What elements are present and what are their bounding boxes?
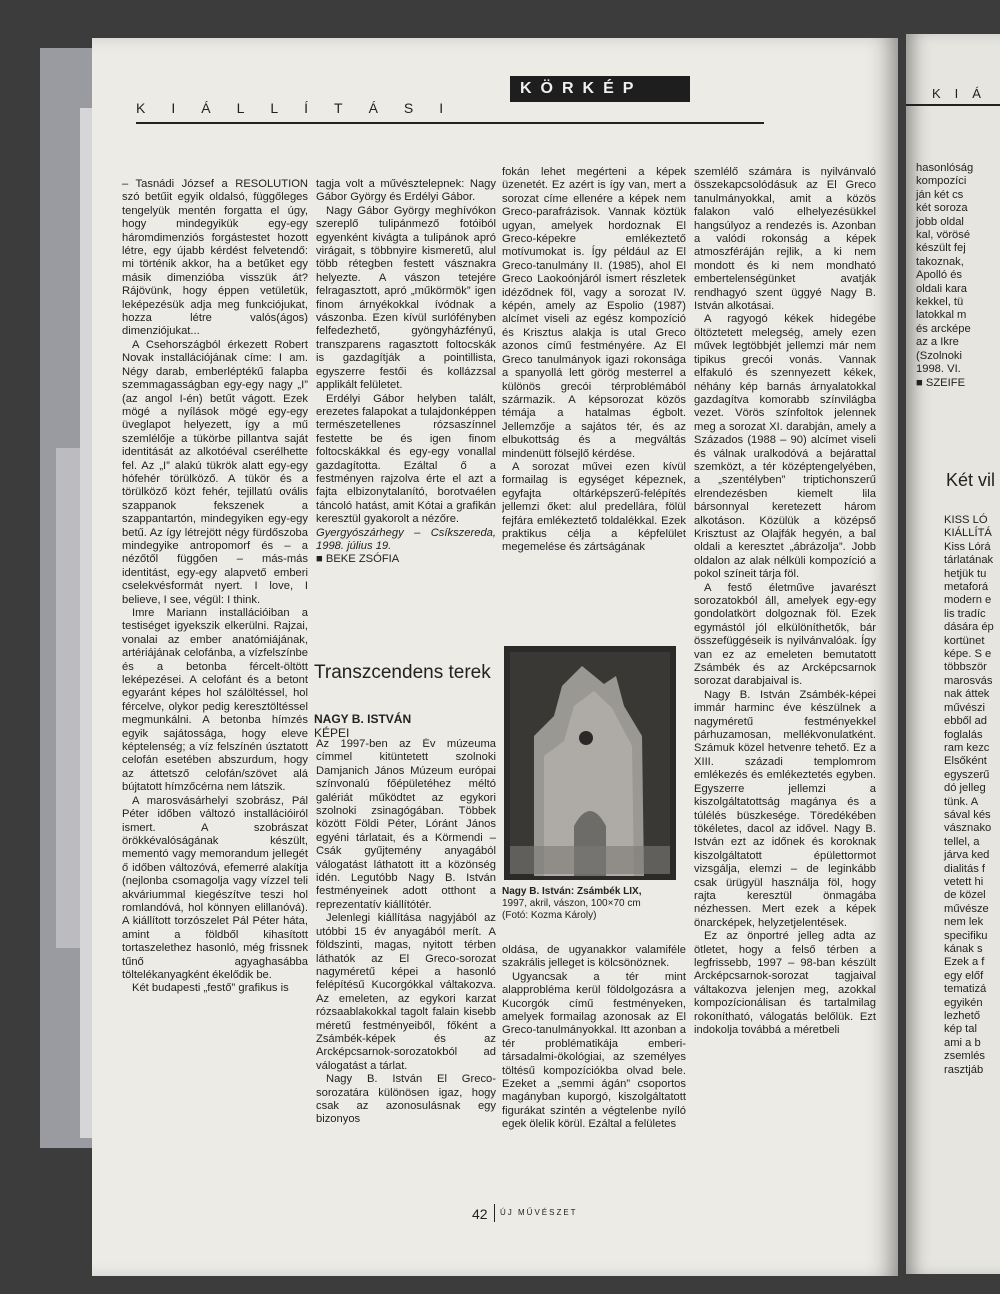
text-line: kortünet	[944, 634, 985, 647]
text-line: latokkal m	[916, 309, 967, 322]
magazine-page	[92, 38, 898, 1276]
text-line: takoznak,	[916, 255, 964, 268]
right-header-rule	[906, 104, 1000, 106]
paragraph: szemlélő számára is nyilvánvaló összekapcsolódásuk az El Greco tanulmányokkal, amit a közös falakon való elhelyezésükkel hangsúlyoz a rendezés is. Azonban a valódi rokonság a képek atmoszféráján rejlik, a ki nem mondott és ki nem mondható embertelenségünket avatják rendhagyó szent üggyé Nagy B. István alkotásai.	[694, 166, 876, 313]
caption-title: Nagy B. István: Zsámbék LIX,	[502, 886, 642, 897]
paragraph: fokán lehet megérteni a képek üzenetét. Ez azért is így van, mert a sorozat címe ellenére a képek nem Greco-parafrázisok. Vannak köztük ugyan, amelyek hordoznak El Greco-képekre emlékeztető motívumokat is. Így például az El Greco-tanulmány II. (1985), ahol El Greco Laokoónjáról ismert részletek idéződnek föl, vagy a sorozat IV. képén, amely az Espolio (1987) alcímet viseli az egész kompozíció és Krisztus alakja is utal Greco azonos című festményére. Az El Greco tanulmányok igazi rokonsága a spanyollá lett görög mesterrel a különös grecói térproblémából származik. A képsorozat közös témája a hatalmas égbolt. Jellemzője a sajátos tér, és az elbukottság és a megváltás mindenütt fölsejlő kérdése.	[502, 166, 686, 460]
text-line: tematizá	[944, 983, 987, 996]
paragraph: Az 1997-ben az Év múzeuma címmel kitüntetett szolnoki Damjanich János Múzeum európai színvonalú főépületéhez méltó galériát működtet az egykori szolnoki zsinagógában. Többek között Földi Péter, Lóránt János egyéni tárlatait, és a Körmendi – Csák gyűjtemény anyagából válogatást láthatott itt a közönség idén. Legutóbb Nagy B. István festményeinek adott otthont a reprezentatív kiállítótér.	[316, 738, 496, 911]
paragraph: A marosvásárhelyi szobrász, Pál Péter időben változó installációiról ismert. A szobrászat örökkévalóságának készült, mementó vagy memorandum jellegét ő időben változóvá, efemerré alakítja (nejlonba csomagolja vagy vízzel teli akváriummal kiegészítve teszi hol romlandóvá, hol könnyen elillanóvá). A kiállított torzószelet Pál Péter háta, amint a földből kihasított tortaszelethez hasonló, még frissnek tűnő agyaghasábba töltelékanyagként ékelődik be.	[122, 794, 308, 981]
artist-name: NAGY B. ISTVÁN	[314, 712, 412, 726]
footer-divider	[494, 1204, 495, 1222]
ruin-painting-image	[504, 646, 676, 880]
page-number: 42	[472, 1206, 488, 1222]
text-line: modern e	[944, 594, 992, 607]
paragraph: Erdélyi Gábor helyben talált, erezetes falapokat a tulajdonképpen természetellenes rózsaszínnel festette be és igen finom foltocskákkal és egy-egy vonallal gazdagította. Ezáltal ő a festményen rajzolva érte el azt a fajta elbizonytalanító, borotvaélen táncoló hatást, amit Kótai a grafikán keresztül gyakorolt a nézőre.	[316, 392, 496, 526]
text-line: ram kezc	[944, 741, 990, 754]
text-line: nem lek	[944, 916, 984, 929]
text-line: lezhető	[944, 1010, 981, 1023]
text-line: kép tal	[944, 1023, 977, 1036]
text-line: KISS LÓ	[944, 514, 988, 526]
section-title: Transzcendens terek	[314, 662, 491, 683]
text-line: ebből ad	[944, 715, 987, 728]
previous-page-edge	[40, 48, 100, 1148]
text-line: képe. S e	[944, 648, 992, 661]
text-line: rasztjáb	[944, 1063, 984, 1076]
text-line: kekkel, tü	[916, 296, 964, 309]
text-line: tellel, a	[944, 835, 980, 848]
text-line: specifiku	[944, 929, 988, 942]
column-1	[122, 178, 308, 1218]
paragraph: – Tasnádi József a RESOLUTION szó betűit egyik oldalsó, függőleges tengelyük mentén forgatta el úgy, hogy mindegyikük egy-egy háromdimenziós forgástestet hozott létre, egy újabb kérdést felvetendő: mi történik akkor, ha a betűket egy másik dimenzióba visszük át? Rájövünk, hogy éppen vetületük, leképezésük adja meg funkciójukat, hozza létre valós(ágos) dimenziójukat...	[122, 178, 308, 338]
text-line: egy előf	[944, 969, 984, 982]
text-line: és arcképe	[916, 322, 971, 335]
right-page-header: KIÁ	[932, 86, 995, 101]
text-line: az a Ikre	[916, 336, 959, 349]
paragraph: Nagy Gábor György meghívókon szereplő tulipánmező fotóiból egyenként kivágta a tulipánok apró virágait, s többnyire kismeretű, alul több rétegben festett vásznakra helyezte. A vászon tetejére felragasztott, apró „műkörmök” igen finom árnyékokkal ívódnak a vászonba. Ezen kívül surlófényben felfedezhető, gyöngyházfényű, transzparens ragasztott foltocskák is gazdagítják a pointillista, egyszerre festői és kollázzsal applikált felületet.	[316, 204, 496, 392]
column-3	[502, 166, 686, 666]
text-line: metaforá	[944, 581, 989, 594]
text-line: készült fej	[916, 242, 966, 255]
text-line: Apolló és	[916, 269, 963, 282]
text-line: tünk. A	[944, 795, 979, 808]
author-signature: ■ BEKE ZSÓFIA	[316, 553, 400, 566]
text-line: egyszerű	[944, 768, 990, 781]
caption-credit: (Fotó: Kozma Károly)	[502, 910, 597, 921]
right-page-column-top	[916, 162, 1000, 390]
dateline: Gyergyószárhegy – Csíkszereda, 1998. július 19.	[316, 526, 496, 552]
text-line: hetjük tu	[944, 567, 987, 580]
text-line: zsemlés	[944, 1050, 986, 1063]
column-2-lower	[316, 738, 496, 1208]
photo-caption	[502, 886, 686, 922]
text-line: ■ SZEIFE	[916, 376, 966, 389]
paragraph: Nagy B. István El Greco-sorozatára különösen igaz, hogy csak az azonosulásnak egy bizonyos	[316, 1073, 496, 1126]
text-line: kal, vörösé	[916, 229, 971, 242]
text-line: járva ked	[944, 849, 990, 862]
right-page-title: Két vil	[946, 470, 996, 490]
text-line: két soroza	[916, 202, 968, 215]
next-page	[906, 34, 1000, 1274]
text-line: (Szolnoki	[916, 349, 963, 362]
text-line: jobb oldal	[916, 215, 964, 228]
text-line: oldali kara	[916, 282, 967, 295]
text-line: művésze	[944, 902, 989, 915]
page-footer	[472, 1204, 672, 1226]
text-line: marosvás	[944, 674, 993, 687]
paragraph: Nagy B. István Zsámbék-képei immár harminc éve készülnek a nagyméretű festményekkel párhuzamosan, mellékvonulatként. Számuk közel hetvenre tehető. Ez a XIII. századi templomrom emlékezés és emlékeztetés egyben. Egyszerre jellemzi a kiszolgáltatottság magánya és a túlélés büszkesége. Töredékében tökéletes, dacol az idővel. Nagy B. István ezt az időnek és koroknak kiszolgáltatott épülettormot vizsgálja, elemzi – de leginkább csak ürügyül használja föl, hogy rajta keresztül önmagába nézhessen. Mert ezek a képek önarcképek, helyzetjelentések.	[694, 688, 876, 929]
paragraph: A sorozat művei ezen kívül formailag is egységet képeznek, egyfajta oltárképszerű-felépítés jellemzi őket: alul predellára, fölül fejfára emlékeztető toldalékkal. Ezek praktikus célja a képfelület megemelése és zártságának	[502, 460, 686, 554]
text-line: kának s	[944, 943, 983, 955]
paragraph: A Csehországból érkezett Robert Novak installációjának címe: I am. Négy darab, emberléptékű falapba szemmagasságban egy-egy nagy „I” (az angol I-én) betűt vágott. Ezek mögé a nyílások mögé egy-egy üveglapot helyezett, így a mű szemlélője a tükörbe pillantva saját identitását az alkotóéval cserélhette fel. Az „I” alakú tükrök alatt egy-egy hófehér törülköző. A tükör és a törülköző közt fehér, tejillatú ovális szappanok fekszenek a szappantartón, mindegyiken egy-egy betű. Az így létrejött négy fürdőszoba mindegyike antropomorf és – a nézőtől függően – más-más identitást, egy-egy alapvető emberi cselekvésformát nyert. I love, I believe, I see, végül: I think.	[122, 338, 308, 606]
paragraph: tagja volt a művésztelepnek: Nagy Gábor György és Erdélyi Gábor.	[316, 178, 496, 204]
column-3-lower	[502, 944, 686, 1204]
paragraph: A ragyogó kékek hidegébe öltöztetett melegség, amely ezen művek legtöbbjét jellemzi már nem tipikus grecói vonás. Vannak elfakuló és szennyezett kékek, néhány kép barnás árnyalatokkal gazdagítva komorabb színvilágba vezet. Vörös színfoltok jelennek meg a sorozat XI. darabján, amely a Százados (1988 – 90) alcímet viseli és válnak uralkodóvá a bejárattal szemközt, a tér középtengelyében, a „szentélyben” triptichonszerű elrendezésben kiemelt lila bársonnyal keretezett három alkotáson. Közülük a középső Krisztust az Olajfák hegyén, a bal oldali a keresztet „ábrázolja”. Jobb oldalon az alak nélküli kompozíció a pokol színeit tárja föl.	[694, 313, 876, 581]
text-line: 1998. VI.	[916, 363, 961, 376]
artwork-photo	[504, 646, 676, 880]
paragraph: Két budapesti „festő” grafikus is	[132, 982, 289, 995]
column-2	[316, 178, 496, 638]
header-korkep: KÖRKÉP	[510, 76, 690, 102]
header-kiallitasi: KIÁLLÍTÁSI	[136, 100, 470, 116]
column-4	[694, 166, 876, 1206]
text-line: ján két cs	[916, 188, 964, 201]
caption-details: 1997, akril, vászon, 100×70 cm	[502, 898, 641, 909]
text-line: dialitás f	[944, 862, 986, 875]
paragraph: A festő életműve javarészt sorozatokból áll, amelyek egy-egy gondolatkört dolgoznak föl. Ezek egymástól jól elkülöníthetők, bár összefüggéseik is nyilvánvalóak. Így van ez az emeleten bemutatott Zsámbék és az Arcképcsarnok sorozat darabjaival is.	[694, 581, 876, 688]
text-line: KIÁLLÍTÁ	[944, 527, 992, 540]
text-line: dó jelleg	[944, 782, 986, 795]
text-line: Ezek a f	[944, 956, 985, 969]
text-line: Kiss Lórá	[944, 540, 991, 553]
paragraph: Ugyancsak a tér mint alapprobléma kerül földolgozásra a Kucorgók című festményeken, amelyek formailag azonosak az El Greco-tanulmányokkal. Itt azonban a tér problématikája emberi-társadalmi-ökológiai, az személyes töltésű kompozíciókba olvad bele. Ezeket a „semmi ágán” csoportos magányban kuporgó, kiszolgáltatott figurákat szintén a végtelenbe nyíló egek ölelik körül. Ezáltal a felületes	[502, 970, 686, 1131]
text-line: egyikén	[944, 996, 983, 1009]
text-line: nak áttek	[944, 688, 990, 701]
text-line: hasonlóság	[916, 162, 974, 174]
paragraph: oldása, de ugyanakkor valamiféle szakrális jelleget is kölcsönöznek.	[502, 944, 686, 970]
right-page-column-bottom	[944, 514, 1000, 1077]
text-line: ami a b	[944, 1036, 981, 1049]
header-rule	[136, 122, 764, 124]
text-line: tárlatának	[944, 554, 994, 567]
text-line: sával kés	[944, 808, 991, 821]
paragraph: Ez az önportré jelleg adta az ötletet, hogy a felső térben a legfrissebb, 1997 – 98-ban készült Arcképcsarnok-sorozat tagjaival váltakozva jelenjen meg, azokkal kompozícionálisan és tartalmilag rokonítható, válogatás belőlük. Ezt indokolja továbbá a méretbeli	[694, 930, 876, 1036]
text-line: művészi	[944, 701, 986, 714]
text-line: vásznako	[944, 822, 992, 835]
text-line: kompozíci	[916, 175, 967, 188]
text-line: lis tradíc	[944, 607, 986, 620]
text-line: többször	[944, 661, 987, 674]
text-line: dására ép	[944, 621, 994, 634]
paragraph: Imre Mariann installációiban a testiséget igyekszik elkerülni. Rajzai, vonalai az ember anatómiájának, artériájának celofánba, a vízfelszínbe és a betonba fércelt-öltött leképezései. A celofánt és a betont egyaránt képes hol szálöltéssel, hol fércelve, olykor pedig keresztöltéssel megmunkálni. A betonba hímzés egyik sajátossága, hogy eleve képtelenség; a víz felszínén úsztatott celofán esetében abszurdum, hogy az áttetsző celofán/szövet alá bújtatott hímzőcérna nem látszik.	[122, 607, 308, 794]
text-line: foglalás	[944, 728, 983, 741]
text-line: vetett hi	[944, 875, 984, 888]
text-line: Elsőként	[944, 755, 987, 768]
artist-subtitle: KÉPEI	[314, 726, 350, 740]
magazine-name: ÚJ MŰVÉSZET	[500, 1208, 578, 1217]
paragraph: Jelenlegi kiállítása nagyjából az utóbbi 15 év anyagából merít. A földszinti, magas, nyitott térben láthatók az El Greco-sorozat nagyméretű képei a hasonló felépítésű Kucorgókkal váltakozva. Az emeleten, az egykori karzat rózsaablakokkal tagolt falain kisebb méretű festményeiből, főként a Zsámbék-képek és az Arcképcsarnok-sorozatokból ad válogatást a tárlat.	[316, 912, 496, 1072]
text-line: de közel	[944, 889, 986, 902]
